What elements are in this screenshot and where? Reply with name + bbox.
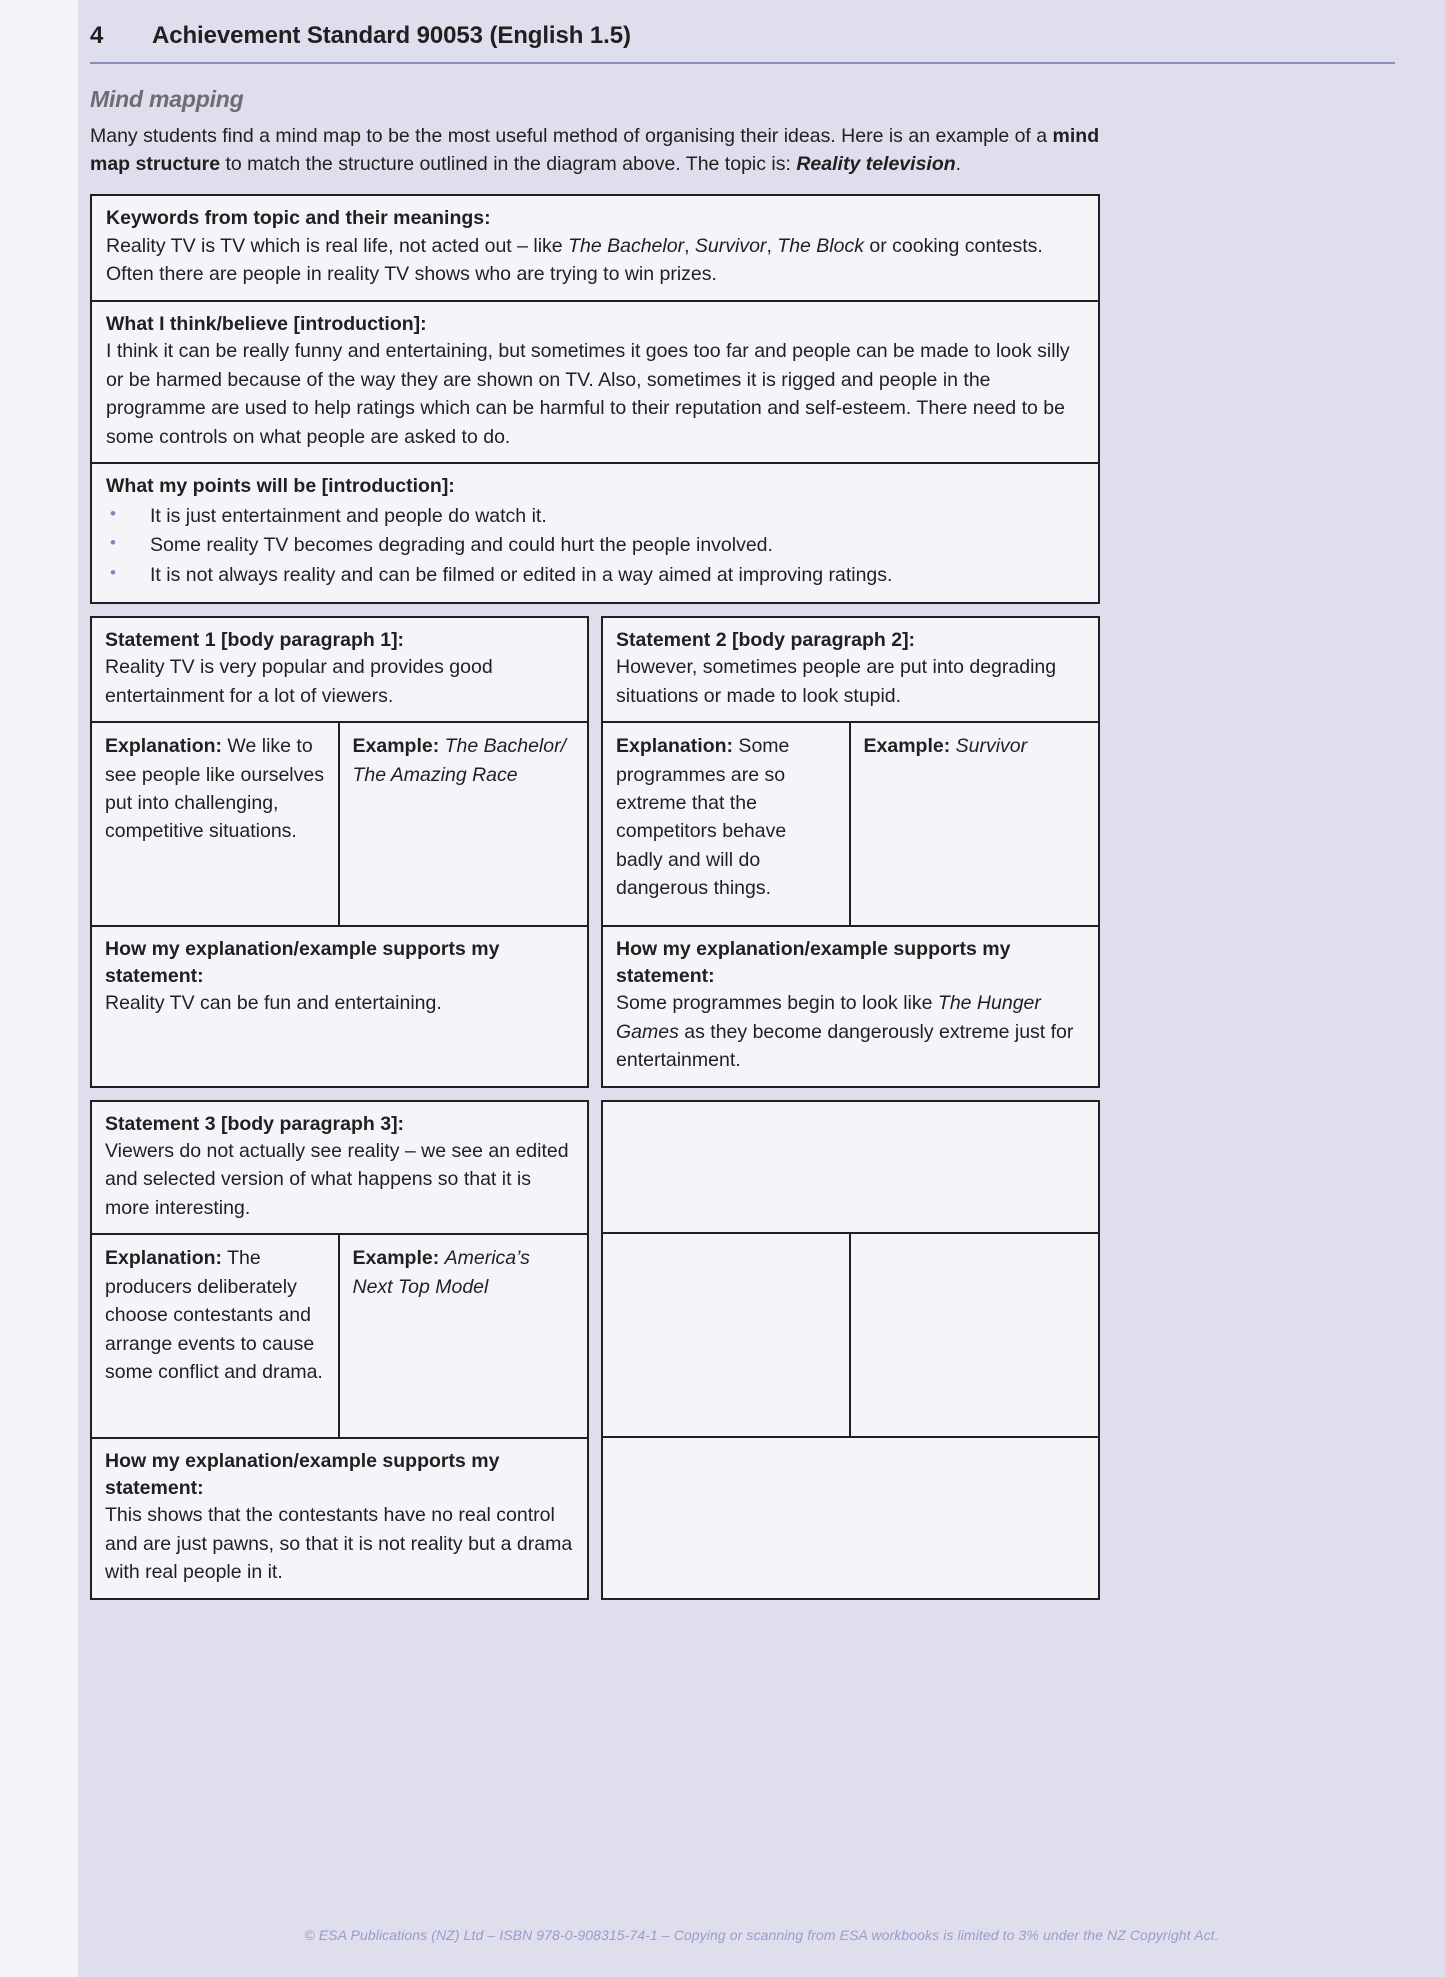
statement-2-example-cell [851, 723, 1099, 925]
keywords-line-2: Often there are people in reality TV shows who are trying to win prizes. [106, 263, 717, 286]
how-body-text: Reality TV can be fun and entertaining. [105, 992, 442, 1015]
explanation-text: We like to see people like ourselves put into challenging, competitive situations. [105, 735, 324, 843]
page-content [78, 0, 1445, 1977]
list-item: • It is not always reality and can be filmed or edited in a way aimed at improving ratings. [106, 561, 1084, 591]
statement-3-example-cell [340, 1235, 588, 1437]
belief-box [90, 302, 1100, 464]
statement-1-header-cell [92, 618, 587, 721]
statement-1-column [90, 616, 589, 1088]
statement-1-how-cell [92, 925, 587, 1073]
page-title: Achievement Standard 90053 (English 1.5) [152, 22, 631, 49]
statement-1-how-body [105, 989, 574, 1017]
statement-3-how-cell [92, 1437, 587, 1597]
statement-4-explanation-cell [603, 1234, 851, 1436]
example-text: Survivor [955, 735, 1028, 758]
keywords-box [90, 194, 1100, 301]
statement-3-explanation-example [92, 1233, 587, 1437]
page-left-margin [0, 0, 78, 1977]
explanation-text: Some programmes are so extreme that the competitors behave badly and will do dangerous things. [616, 735, 790, 900]
list-item: • Some reality TV becomes degrading and could hurt the people involved. [106, 531, 1084, 561]
keywords-heading: Keywords from topic and their meanings: [106, 207, 491, 230]
example-label: Example: [352, 735, 440, 758]
statement-3-how-heading: How my explanation/example supports my statement: [105, 1450, 500, 1499]
explanation-label: Explanation: [105, 735, 223, 758]
list-item: • It is just entertainment and people do watch it. [106, 502, 1084, 532]
statement-2-column [601, 616, 1100, 1088]
statement-4-header-cell [603, 1102, 1098, 1232]
statement-4-how-cell [603, 1436, 1098, 1584]
example-text: America’s Next Top Model [352, 1247, 530, 1298]
intro-text-end: . [955, 152, 962, 175]
statement-4-example-cell [851, 1234, 1099, 1436]
example-label: Example: [352, 1247, 440, 1270]
statement-1-explanation-cell [92, 723, 340, 925]
example-text: The Bachelor/ The Amazing Race [352, 735, 567, 786]
statement-2-how-body [616, 989, 1085, 1074]
how-body-italic: The Hunger Games [616, 992, 1041, 1043]
header-divider [90, 62, 1395, 64]
points-heading: What my points will be [introduction]: [106, 475, 455, 498]
statement-1-how-heading: How my explanation/example supports my statement: [105, 938, 500, 987]
title-the-bachelor: The Bachelor [568, 234, 685, 257]
statement-2-explanation-cell [603, 723, 851, 925]
points-box [90, 464, 1100, 603]
statement-3-header-cell [92, 1102, 587, 1234]
statement-2-explanation-example [603, 721, 1098, 925]
how-body-text: Some programmes begin to look like [616, 992, 938, 1015]
belief-heading: What I think/believe [introduction]: [106, 312, 427, 335]
page-number: 4 [90, 22, 104, 49]
how-body-text: This shows that the contestants have no real control and are just pawns, so that it is not reality but a drama with real people in it. [105, 1504, 573, 1584]
title-survivor: Survivor [694, 234, 767, 257]
statement-3-how-body [105, 1501, 574, 1586]
example-label: Example: [863, 735, 951, 758]
statement-4-explanation-example [603, 1232, 1098, 1436]
statement-4-column-blank [601, 1100, 1100, 1600]
statement-row-2 [90, 1100, 1100, 1600]
statement-2-heading: Statement 2 [body paragraph 2]: [616, 628, 916, 651]
intro-text-part1: Many students find a mind map to be the most useful method of organising their ideas. Here is an example of a [90, 125, 1053, 147]
section-heading: Mind mapping [90, 86, 244, 112]
explanation-text: The producers deliberately choose contestants and arrange events to cause some conflict and drama. [105, 1247, 323, 1384]
statement-2-body: However, sometimes people are put into degrading situations or made to look stupid. [616, 656, 1057, 707]
statement-2-how-heading: How my explanation/example supports my statement: [616, 938, 1011, 987]
points-list [106, 502, 1084, 591]
page-header [90, 0, 1395, 50]
title-the-block: The Block [777, 234, 864, 257]
how-body-tail: as they become dangerously extreme just for entertainment. [616, 1020, 1074, 1072]
keywords-text-c: , [766, 234, 778, 257]
keywords-line-1 [106, 232, 1084, 260]
keywords-text-d: or cooking contests. [863, 234, 1043, 257]
keywords-text-b: , [684, 234, 695, 257]
intro-paragraph [90, 123, 1100, 178]
intro-bold-term: mind map structure [90, 125, 1100, 175]
statement-3-body: Viewers do not actually see reality – we see an edited and selected version of what happens so that it is more interesting. [105, 1140, 569, 1219]
statement-2-header-cell [603, 618, 1098, 721]
keywords-text-a: Reality TV is TV which is real life, not acted out – like [106, 234, 569, 257]
statement-3-explanation-cell [92, 1235, 340, 1437]
statement-3-column [90, 1100, 589, 1600]
mind-map-structure [90, 194, 1100, 1599]
statement-1-heading: Statement 1 [body paragraph 1]: [105, 628, 405, 651]
statement-1-explanation-example [92, 721, 587, 925]
intro-text-part2: to match the structure outlined in the diagram above. The topic is: [220, 152, 797, 175]
explanation-label: Explanation: [105, 1247, 223, 1270]
explanation-label: Explanation: [616, 735, 734, 758]
statement-2-how-cell [603, 925, 1098, 1085]
page-footer: © ESA Publications (NZ) Ltd – ISBN 978-0-908315-74-1 – Copying or scanning from ESA workbooks is limited to 3% under the NZ Copyright Act. [304, 1927, 1219, 1943]
statement-row-1 [90, 616, 1100, 1088]
statement-1-body: Reality TV is very popular and provides good entertainment for a lot of viewers. [105, 656, 493, 707]
statement-3-heading: Statement 3 [body paragraph 3]: [105, 1112, 405, 1135]
statement-1-example-cell [340, 723, 588, 925]
intro-topic: Reality television [796, 152, 956, 175]
belief-body: I think it can be really funny and entertaining, but sometimes it goes too far and people can be made to look silly or be harmed because of the way they are shown on TV. Also, sometimes it is rigged and people in the programme are used to help ratings which can be harmful to their reputation and self-esteem. There need to be some controls on what people are asked to do. [106, 340, 1070, 448]
